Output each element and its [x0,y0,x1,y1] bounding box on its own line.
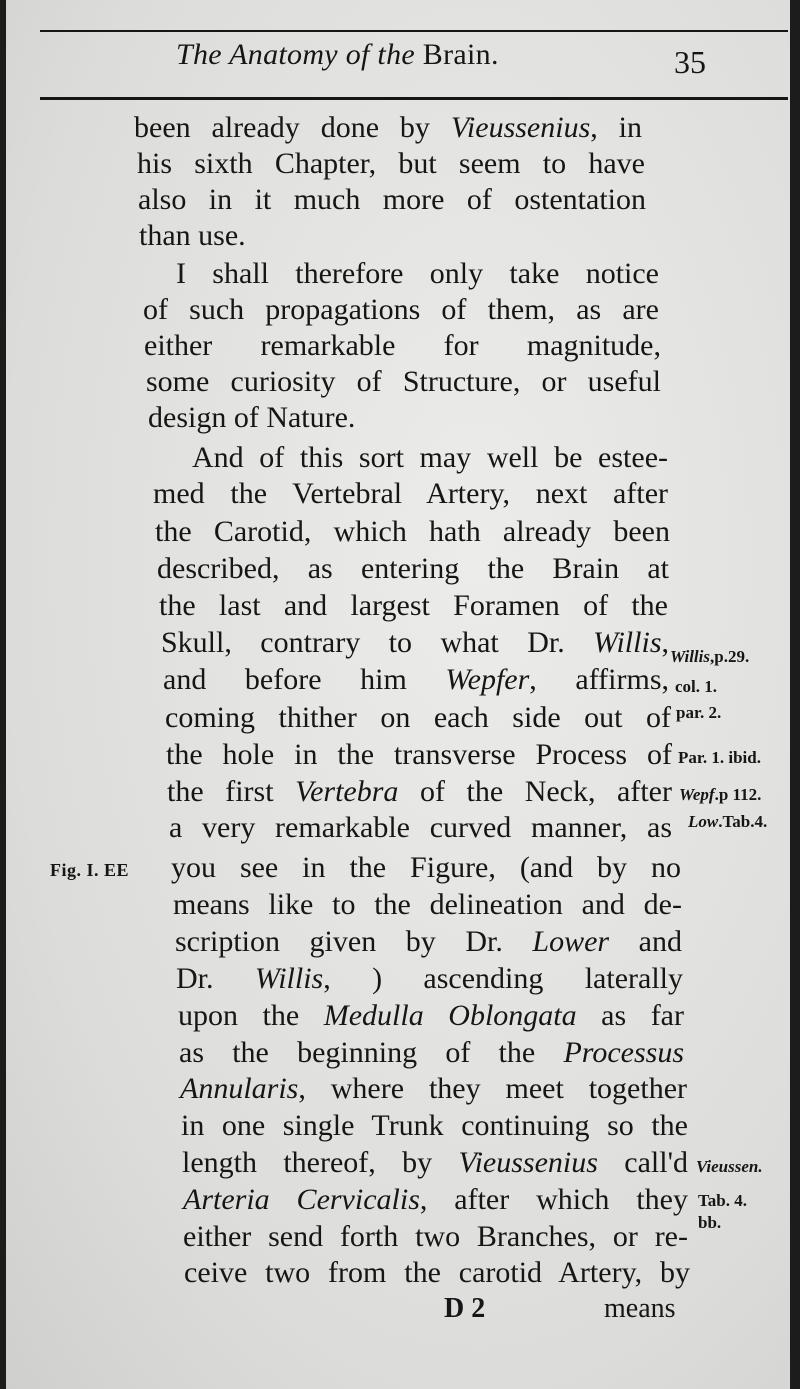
book-page [6,0,790,1389]
text-line: also in it much more of ostentation [138,183,646,216]
text-line: the last and largest Foramen of the [159,589,668,622]
margin-note: par. 2. [676,703,722,722]
margin-note: Willis,p.29. [670,647,750,666]
text-line: And of this sort may well be estee- [192,441,668,474]
margin-note: Par. 1. ibid. [678,748,761,767]
header-rule-bottom [40,97,788,100]
header-rule-top [40,30,788,32]
text-line: Dr. Willis, ) ascending laterally [176,962,683,995]
text-line: either remarkable for magnitude, [144,329,661,362]
text-line: either send forth two Branches, or re- [183,1220,688,1253]
text-line: described, as entering the Brain at [157,552,669,585]
text-line: scription given by Dr. Lower and [175,925,682,958]
text-line: length thereof, by Vieussenius call'd [182,1146,688,1179]
page-number: 35 [674,44,706,80]
text-line: the Carotid, which hath already been [155,515,670,548]
margin-note: Vieussen. [696,1157,763,1176]
text-line: some curiosity of Structure, or useful [146,365,661,398]
text-line: you see in the Figure, (and by no [171,851,681,884]
text-line: been already done by Vieussenius, in [134,111,643,144]
text-line: Skull, contrary to what Dr. Willis, [161,626,669,659]
signature-mark: D 2 [444,1293,486,1324]
margin-note: bb. [698,1213,722,1232]
text-line: the first Vertebra of the Neck, after [167,775,672,808]
running-title-italic: The Anatomy of the [176,38,415,71]
margin-note: col. 1. [675,677,718,696]
text-line: as the beginning of the Processus [179,1036,684,1069]
text-line: Annularis, where they meet together [180,1072,687,1105]
text-line: means like to the delineation and de- [173,888,682,921]
text-line: than use. [139,219,246,252]
text-line: the hole in the transverse Process of [166,738,672,771]
text-line: med the Vertebral Artery, next after [153,477,668,510]
text-line: Arteria Cervicalis, after which they [183,1183,688,1216]
catchword: means [604,1293,676,1324]
text-line: coming thither on each side out of [165,701,671,734]
text-line: his sixth Chapter, but seem to have [137,147,645,180]
margin-note: Tab. 4. [698,1191,747,1210]
text-line: I shall therefore only take notice [176,257,659,290]
margin-note: Low.Tab.4. [688,812,768,831]
running-title [176,38,499,72]
figure-reference: Fig. I. EE [50,860,130,880]
text-line: ceive two from the carotid Artery, by [184,1256,690,1289]
text-line: design of Nature. [148,401,356,434]
running-title-roman: Brain. [422,38,499,71]
text-line: a very remarkable curved manner, as [169,811,672,844]
margin-note: Wepf.p 112. [679,785,762,804]
text-line: in one single Trunk continuing so the [181,1109,688,1142]
text-line: of such propagations of them, as are [143,293,659,326]
text-line: and before him Wepfer, affirms, [163,663,669,696]
text-line: upon the Medulla Oblongata as far [178,999,684,1032]
